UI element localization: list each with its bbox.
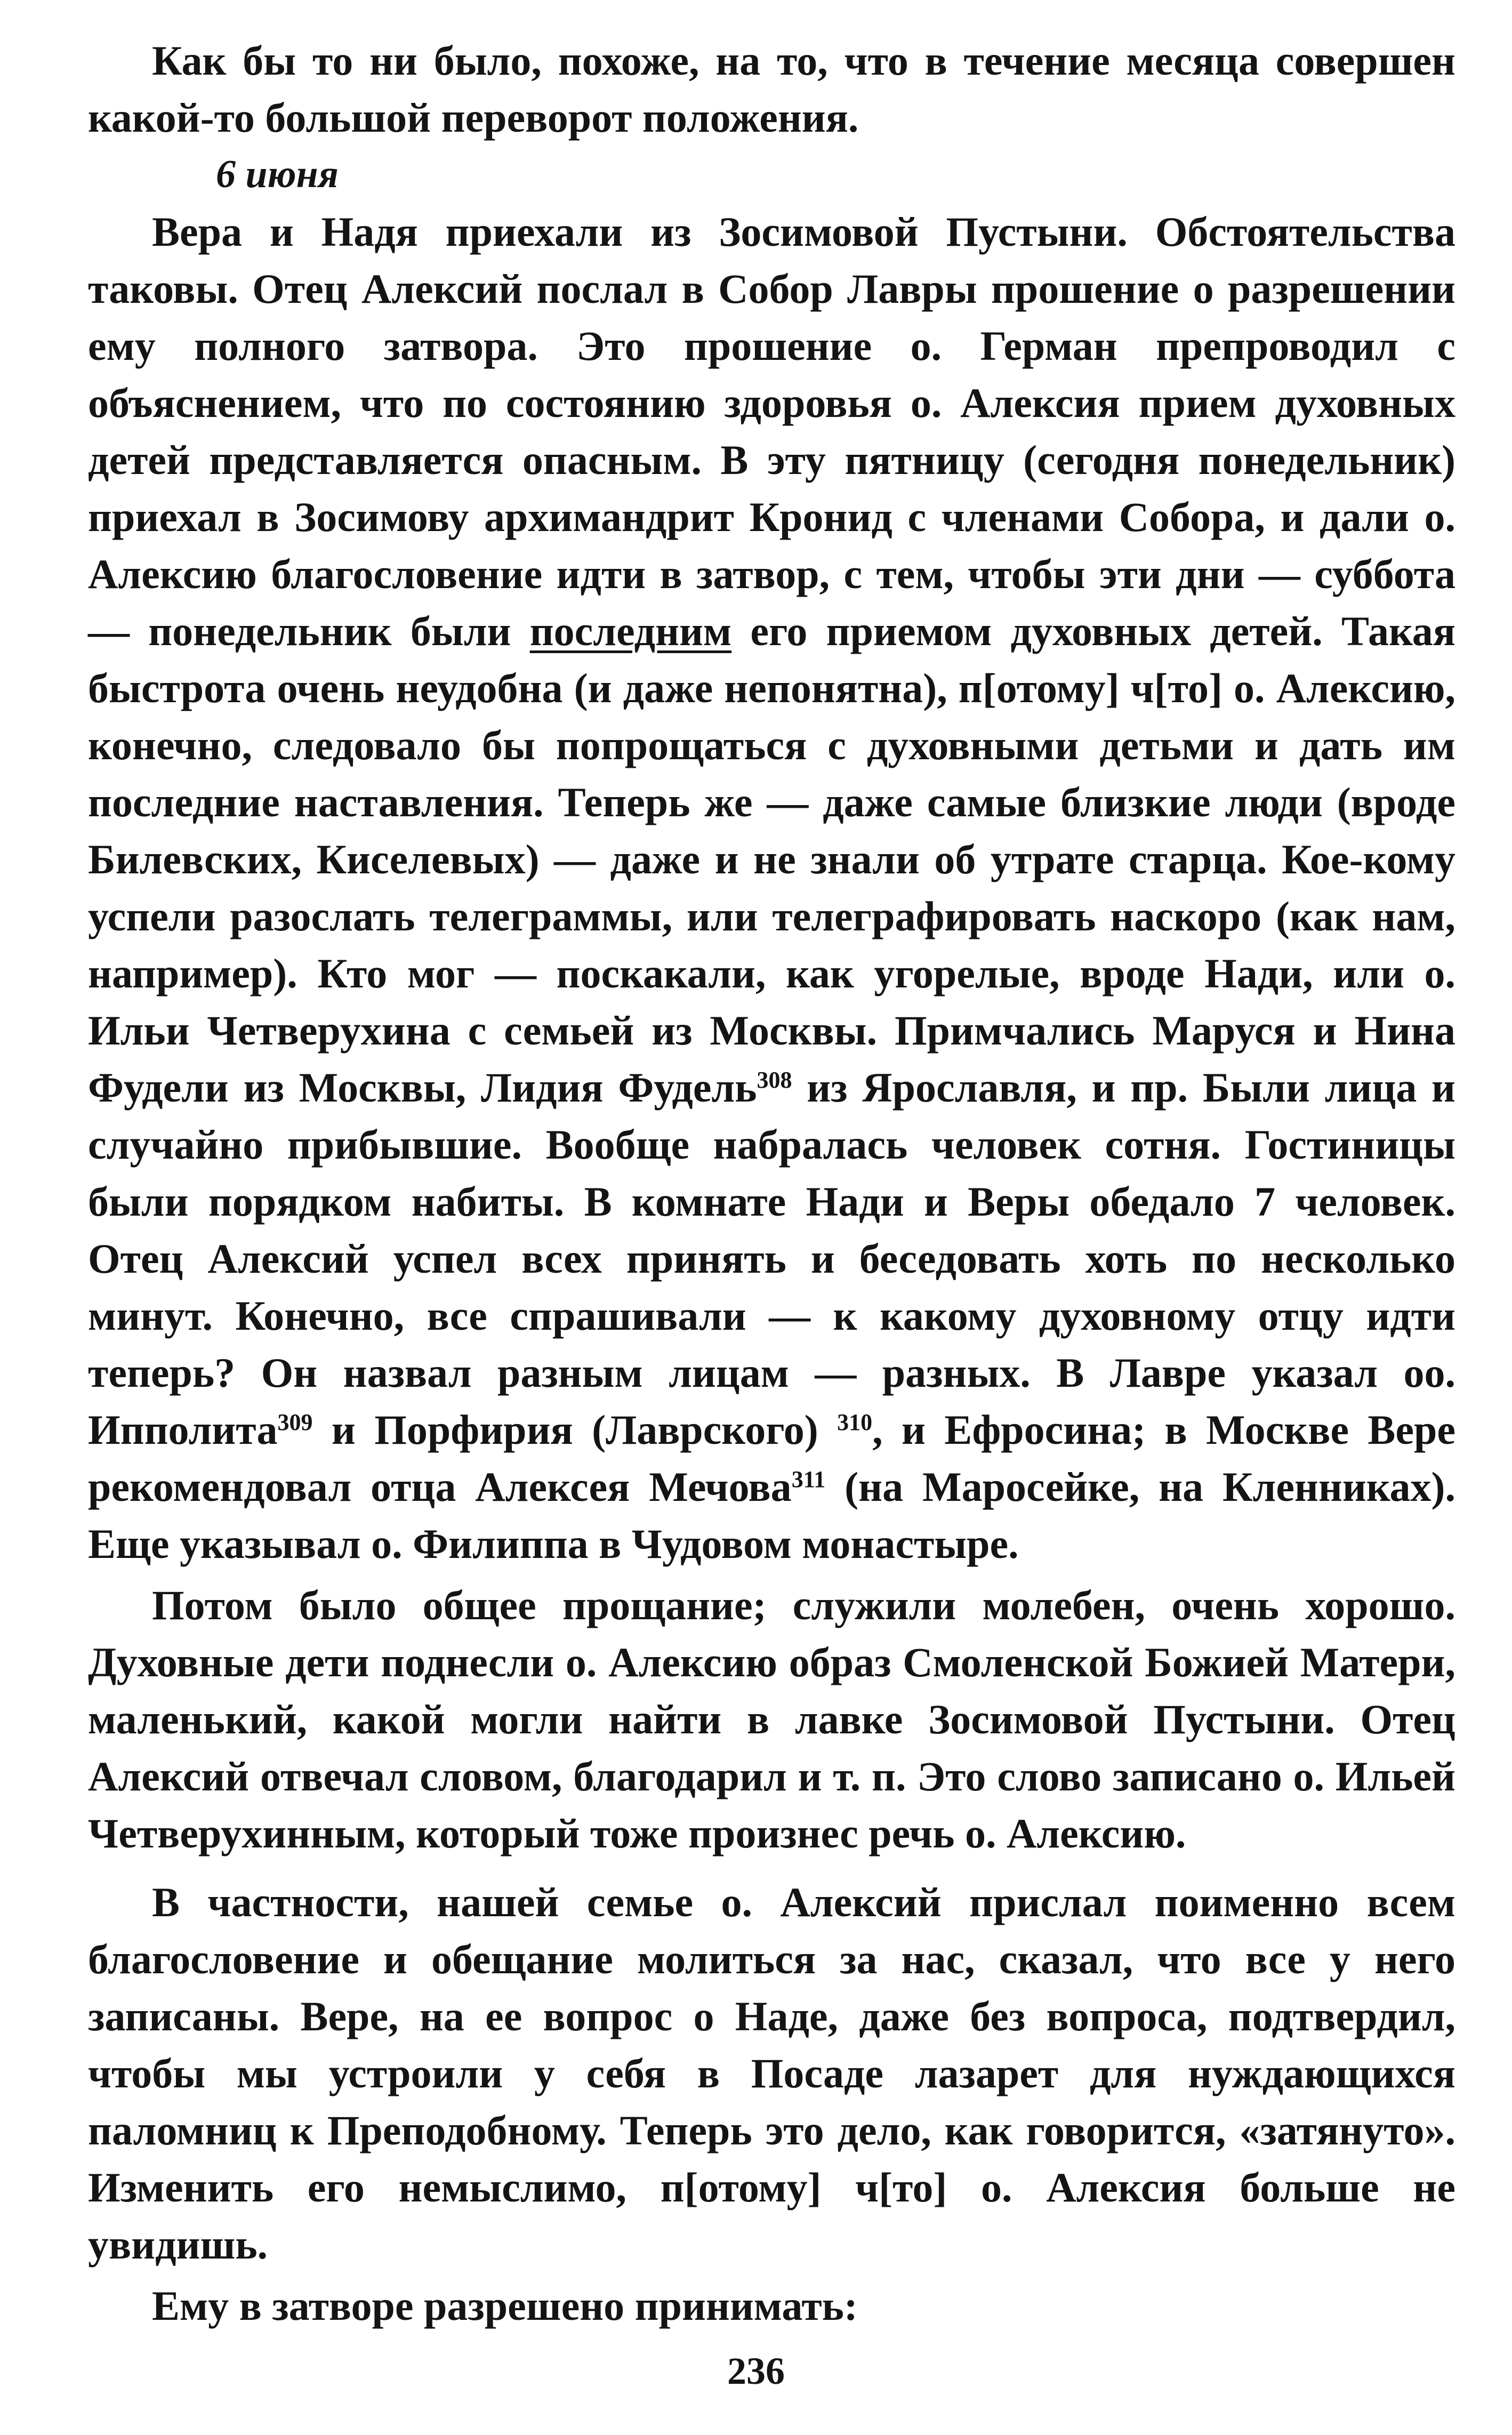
body-text [88,32,1455,2334]
paragraph-text: и Порфирия (Лаврского) [331,1407,818,1453]
paragraph-text: Вера и Надя приехали из Зосимовой Пустыни. Обстоятельства таковы. Отец Алексий послал в Собор Лавры прошение о разрешении ему полного затвора. Это прошение о. Герман препроводил с объяснением, что по состоянию здоровья о. Алексия прием духовных детей представляется опасным. В эту пятницу (сегодня понедельник) приехал в Зосимову архимандрит Кронид с членами Собора, и дали о. Алексию благословение идти в затвор, с тем, чтобы эти дни — суббота — понедельник были [88,208,1455,654]
paragraph-text: Потом было общее прощание; служили молебен, очень хорошо. Духовные дети поднесли о. Алексию образ Смоленской Божией Матери, маленький, какой могли найти в лавке Зосимовой Пустыни. Отец Алексий отвечал словом, благодарил и т. п. Это слово записано о. Ильей Четверухинным, который тоже произнес речь о. Алексию. [88,1582,1455,1857]
paragraph-text: (на Маросейке, на Кленниках). Еще указывал о. Филиппа в Чудовом монастыре. [88,1464,1455,1567]
paragraph-text: Ему в затворе разрешено принимать: [152,2283,858,2329]
paragraph-family-blessing [88,1874,1455,2273]
page-number: 236 [727,2350,785,2392]
paragraph-text: из Ярославля, и пр. Были лица и случайно прибывшие. Вообще набралась человек сотня. Гостиницы были порядком набиты. В комнате Нади и Веры обедало 7 человек. Отец Алексий успел всех принять и беседовать хоть по несколько минут. Конечно, все спрашивали — к какому духовному отцу идти теперь? Он назвал разным лицам — разных. В Лавре указал оо. Ипполита [88,1064,1455,1453]
diary-date-heading: 6 июня [216,152,339,196]
footnote-ref: 311 [791,1466,826,1492]
paragraph-continuation [88,32,1455,146]
paragraph-text: В частности, нашей семье о. Алексий прислал поименно всем благословение и обещание молиться за нас, сказал, что все у него записаны. Вере, на ее вопрос о Наде, даже без вопроса, подтвердил, чтобы мы устроили у себя в Посаде лазарет для нуждающихся паломниц к Преподобному. Теперь это дело, как говорится, «затянуто». Изменить его немыслимо, п[отому] ч[то] о. Алексия больше не увидишь. [88,1879,1455,2268]
paragraph-text: Как бы то ни было, похоже, на то, что в течение месяца совершен какой-то большой переворот положения. [88,37,1455,141]
underlined-word: последним [529,608,732,654]
paragraph-arrival [88,203,1455,1572]
footnote-ref: 308 [757,1067,792,1093]
paragraph-text: его приемом духовных детей. Такая быстрота очень неудобна (и даже непонятна), п[отому] ч[то] о. Алексию, конечно, следовало бы попрощаться с духовными детьми и дать им последние наставления. Теперь же — даже самые близкие люди (вроде Билевских, Киселевых) — даже и не знали об утрате старца. Кое-кому успели разослать телеграммы, или телеграфировать наскоро (как нам, например). Кто мог — поскакали, как угорелые, вроде Нади, или о. Ильи Четверухина с семьей из Москвы. Примчались Маруся и Нина Фудели из Москвы, Лидия Фудель [88,608,1455,1111]
footnote-ref: 310 [837,1409,873,1435]
footnote-ref: 309 [277,1409,313,1435]
paragraph-text: , и Ефросина; в Москве Вере рекомендовал отца Алексея Мечова [88,1407,1455,1510]
paragraph-farewell [88,1577,1455,1862]
paragraph-seclusion [88,2277,1455,2334]
